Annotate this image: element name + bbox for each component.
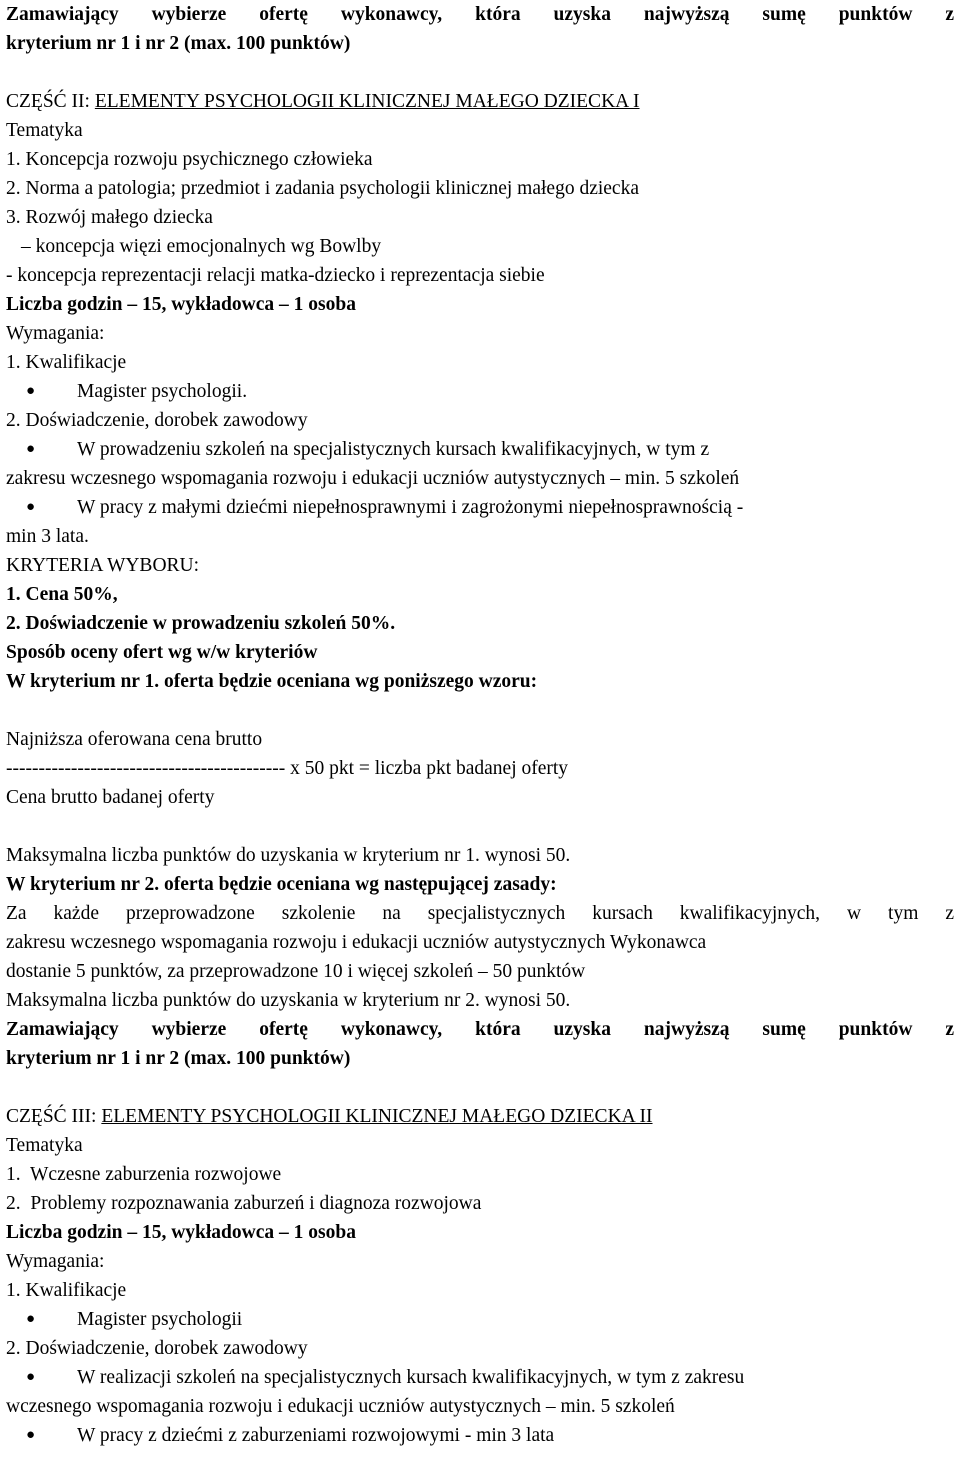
bullet-item: ● W pracy z dziećmi z zaburzeniami rozwojowymi - min 3 lata bbox=[6, 1421, 954, 1450]
requirement-heading: 1. Kwalifikacje bbox=[6, 1280, 127, 1301]
topic-item: 1. Koncepcja rozwoju psychicznego człowieka bbox=[6, 149, 373, 170]
requirement-heading: 1. Kwalifikacje bbox=[6, 352, 127, 373]
bullet-icon: ● bbox=[26, 1427, 36, 1443]
part2-heading bbox=[6, 87, 954, 116]
max-points-line: Maksymalna liczba punktów do uzyskania w kryterium nr 2. wynosi 50. bbox=[6, 990, 571, 1011]
bullet-icon: ● bbox=[26, 499, 36, 515]
part2-heading-title: ELEMENTY PSYCHOLOGII KLINICZNEJ MAŁEGO DZIECKA I bbox=[94, 91, 640, 112]
bullet-icon: ● bbox=[26, 441, 36, 457]
topic-item: 2. Norma a patologia; przedmiot i zadania psychologii klinicznej małego dziecka bbox=[6, 178, 639, 199]
part2-heading-prefix: CZĘŚĆ II: bbox=[6, 91, 95, 112]
bullet-icon: ● bbox=[26, 1369, 36, 1385]
summary-line: kryterium nr 1 i nr 2 (max. 100 punktów) bbox=[6, 33, 351, 54]
bullet-continuation: wczesnego wspomagania rozwoju i edukacji uczniów autystycznych – min. 5 szkoleń bbox=[6, 1396, 675, 1417]
bullet-icon: ● bbox=[26, 1311, 36, 1327]
requirements-label: Wymagania: bbox=[6, 323, 105, 344]
topic-subitem: – koncepcja więzi emocjonalnych wg Bowlby bbox=[21, 236, 382, 257]
spacer bbox=[6, 696, 954, 725]
summary-line: Zamawiający wybierze ofertę wykonawcy, która uzyska najwyższą sumę punktów z bbox=[6, 4, 954, 25]
summary-line: kryterium nr 1 i nr 2 (max. 100 punktów) bbox=[6, 1048, 351, 1069]
formula-numerator: Najniższa oferowana cena brutto bbox=[6, 729, 263, 750]
evaluation-heading: Sposób oceny ofert wg w/w kryteriów bbox=[6, 642, 318, 663]
requirements-label: Wymagania: bbox=[6, 1251, 105, 1272]
bullet-item: ● Magister psychologii. bbox=[6, 377, 954, 406]
part3-heading-title: ELEMENTY PSYCHOLOGII KLINICZNEJ MAŁEGO DZIECKA II bbox=[101, 1106, 653, 1127]
topic-item: 3. Rozwój małego dziecka bbox=[6, 207, 213, 228]
hours-line: Liczba godzin – 15, wykładowca – 1 osoba bbox=[6, 1222, 356, 1243]
formula-denominator: Cena brutto badanej oferty bbox=[6, 787, 215, 808]
criterion2-text: dostanie 5 punktów, za przeprowadzone 10 i więcej szkoleń – 50 punktów bbox=[6, 961, 586, 982]
spacer bbox=[6, 812, 954, 841]
topic-item: 1. Wczesne zaburzenia rozwojowe bbox=[6, 1164, 282, 1185]
requirement-heading: 2. Doświadczenie, dorobek zawodowy bbox=[6, 410, 308, 431]
spacer bbox=[6, 1073, 954, 1102]
criterion2-heading: W kryterium nr 2. oferta będzie oceniana wg następującej zasady: bbox=[6, 874, 557, 895]
criterion1-heading: W kryterium nr 1. oferta będzie oceniana wg poniższego wzoru: bbox=[6, 671, 538, 692]
bullet-continuation: min 3 lata. bbox=[6, 526, 89, 547]
max-points-line: Maksymalna liczba punktów do uzyskania w kryterium nr 1. wynosi 50. bbox=[6, 845, 571, 866]
criterion2-text: Za każde przeprowadzone szkolenie na specjalistycznych kursach kwalifikacyjnych, w tym z bbox=[6, 903, 954, 924]
tematyka-label: Tematyka bbox=[6, 120, 83, 141]
criterion-item: 1. Cena 50%, bbox=[6, 584, 118, 605]
bullet-item: ● W realizacji szkoleń na specjalistycznych kursach kwalifikacyjnych, w tym z zakresu bbox=[6, 1363, 954, 1392]
criterion2-text: zakresu wczesnego wspomagania rozwoju i edukacji uczniów autystycznych Wykonawca bbox=[6, 932, 707, 953]
criterion-item: 2. Doświadczenie w prowadzeniu szkoleń 50%. bbox=[6, 613, 396, 634]
bullet-item: ● W prowadzeniu szkoleń na specjalistycznych kursach kwalifikacyjnych, w tym z bbox=[6, 435, 954, 464]
hours-line: Liczba godzin – 15, wykładowca – 1 osoba bbox=[6, 294, 356, 315]
summary-line: Zamawiający wybierze ofertę wykonawcy, która uzyska najwyższą sumę punktów z bbox=[6, 1019, 954, 1040]
part3-heading bbox=[6, 1102, 954, 1131]
bullet-icon: ● bbox=[26, 383, 36, 399]
criteria-heading: KRYTERIA WYBORU: bbox=[6, 555, 200, 576]
tematyka-label: Tematyka bbox=[6, 1135, 83, 1156]
part3-heading-prefix: CZĘŚĆ III: bbox=[6, 1106, 102, 1127]
topic-item: 2. Problemy rozpoznawania zaburzeń i diagnoza rozwojowa bbox=[6, 1193, 482, 1214]
bullet-item: ● Magister psychologii bbox=[6, 1305, 954, 1334]
bullet-item: ● W pracy z małymi dziećmi niepełnosprawnymi i zagrożonymi niepełnosprawnością - bbox=[6, 493, 954, 522]
spacer bbox=[6, 58, 954, 87]
bullet-continuation: zakresu wczesnego wspomagania rozwoju i edukacji uczniów autystycznych – min. 5 szkoleń bbox=[6, 468, 740, 489]
requirement-heading: 2. Doświadczenie, dorobek zawodowy bbox=[6, 1338, 308, 1359]
formula-fraction-line: ------------------------------------------- x 50 pkt = liczba pkt badanej oferty bbox=[6, 758, 569, 779]
topic-subitem: - koncepcja reprezentacji relacji matka-dziecko i reprezentacja siebie bbox=[6, 265, 545, 286]
